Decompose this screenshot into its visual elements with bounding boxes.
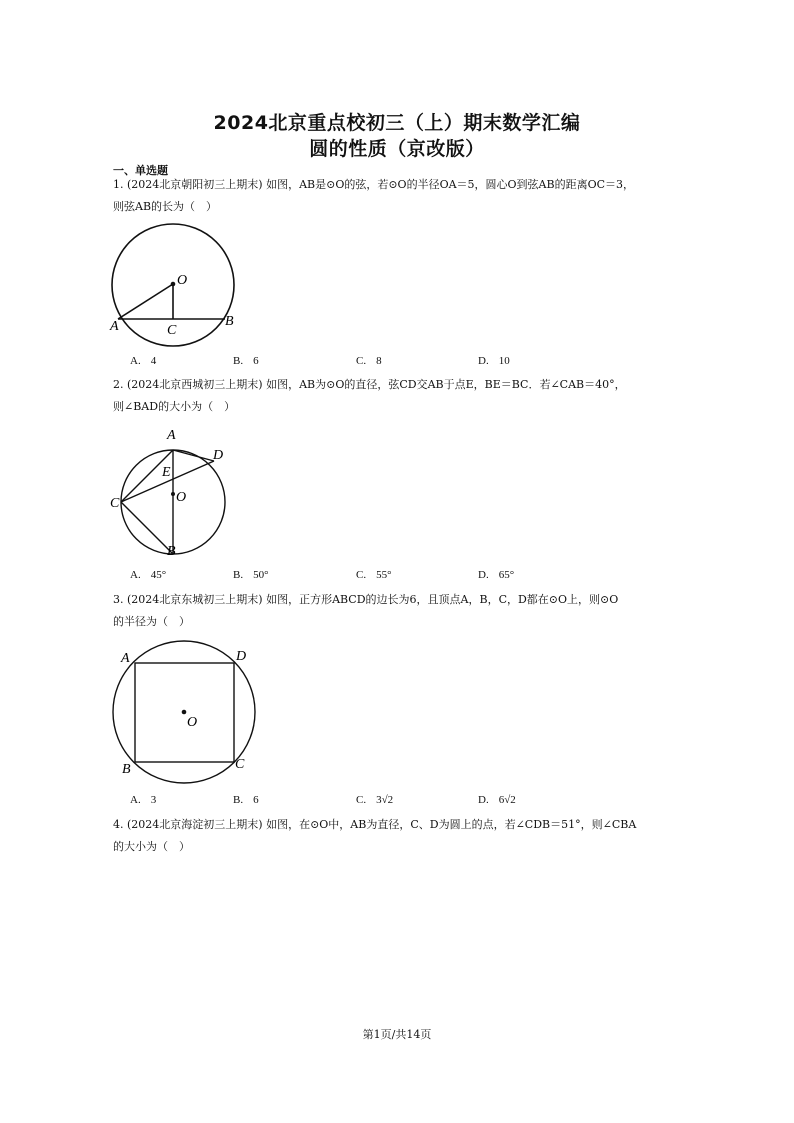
question-text: (2024北京西城初三上期末) 如图，AB为⊙O的直径，弦CD交AB于点E，BE＝BC．若∠CAB＝40°， <box>127 378 626 391</box>
label-b: B <box>167 544 176 559</box>
question-text-cont: 则弦AB的长为（ ） <box>113 200 218 213</box>
label-d: D <box>236 649 247 664</box>
option-c[interactable]: C. 3√2 <box>356 794 394 806</box>
question-number: 1. <box>113 178 124 191</box>
figure-q3 <box>108 644 253 779</box>
option-c[interactable]: C. 8 <box>356 355 382 367</box>
option-c[interactable]: C. 55° <box>356 569 392 581</box>
question-text-cont: 的大小为（ ） <box>113 840 190 853</box>
label-o: O <box>187 715 198 730</box>
center-point <box>182 710 187 715</box>
segment-cb <box>121 502 173 554</box>
label-e: E <box>162 465 171 480</box>
figure-q2 <box>108 424 233 559</box>
label-c: C <box>110 496 120 511</box>
page-footer: 第1页/共14页 <box>362 1028 432 1041</box>
label-c: C <box>235 757 245 772</box>
option-d[interactable]: D. 6√2 <box>478 794 516 806</box>
label-a: A <box>110 319 119 334</box>
center-point <box>171 282 176 287</box>
center-point <box>171 492 175 496</box>
question-number: 4. <box>113 818 124 831</box>
question-2 <box>113 374 693 418</box>
document-subtitle: 圆的性质（京改版） <box>309 138 485 160</box>
label-o: O <box>177 273 188 288</box>
option-b[interactable]: B. 6 <box>233 355 259 367</box>
label-b: B <box>122 762 131 777</box>
option-d[interactable]: D. 10 <box>478 355 510 367</box>
option-b[interactable]: B. 50° <box>233 569 269 581</box>
option-a[interactable]: A. 4 <box>130 355 157 367</box>
question-text-cont: 则∠BAD的大小为（ ） <box>113 400 236 413</box>
options-q3 <box>130 794 690 810</box>
option-a[interactable]: A. 45° <box>130 569 167 581</box>
question-text: (2024北京东城初三上期末) 如图，正方形ABCD的边长为6，且顶点A，B，C，D都在⊙O上，则⊙O <box>127 593 619 606</box>
label-a: A <box>167 428 176 443</box>
question-4 <box>113 814 693 858</box>
option-a[interactable]: A. 3 <box>130 794 157 806</box>
option-b[interactable]: B. 6 <box>233 794 259 806</box>
question-text: (2024北京朝阳初三上期末) 如图，AB是⊙O的弦，若⊙O的半径OA＝5，圆心O到弦AB的距离OC＝3， <box>127 178 635 191</box>
label-o: O <box>176 490 187 505</box>
question-1 <box>113 174 693 218</box>
question-3 <box>113 589 693 633</box>
radius-oa <box>118 284 173 319</box>
label-c: C <box>167 323 177 338</box>
label-d: D <box>213 448 224 463</box>
document-title: 2024北京重点校初三（上）期末数学汇编 <box>213 112 581 134</box>
question-text: (2024北京海淀初三上期末) 如图，在⊙O中，AB为直径，C、D为圆上的点，若∠CDB＝51°，则∠CBA <box>127 818 637 831</box>
label-a: A <box>121 651 130 666</box>
segment-ad <box>173 450 214 461</box>
section-heading: 一、单选题 <box>113 164 168 177</box>
options-q1 <box>130 355 690 371</box>
question-number: 2. <box>113 378 124 391</box>
label-b: B <box>225 314 234 329</box>
figure-q1 <box>108 238 243 342</box>
option-d[interactable]: D. 65° <box>478 569 515 581</box>
question-number: 3. <box>113 593 124 606</box>
options-q2 <box>130 569 690 585</box>
question-text-cont: 的半径为（ ） <box>113 615 190 628</box>
